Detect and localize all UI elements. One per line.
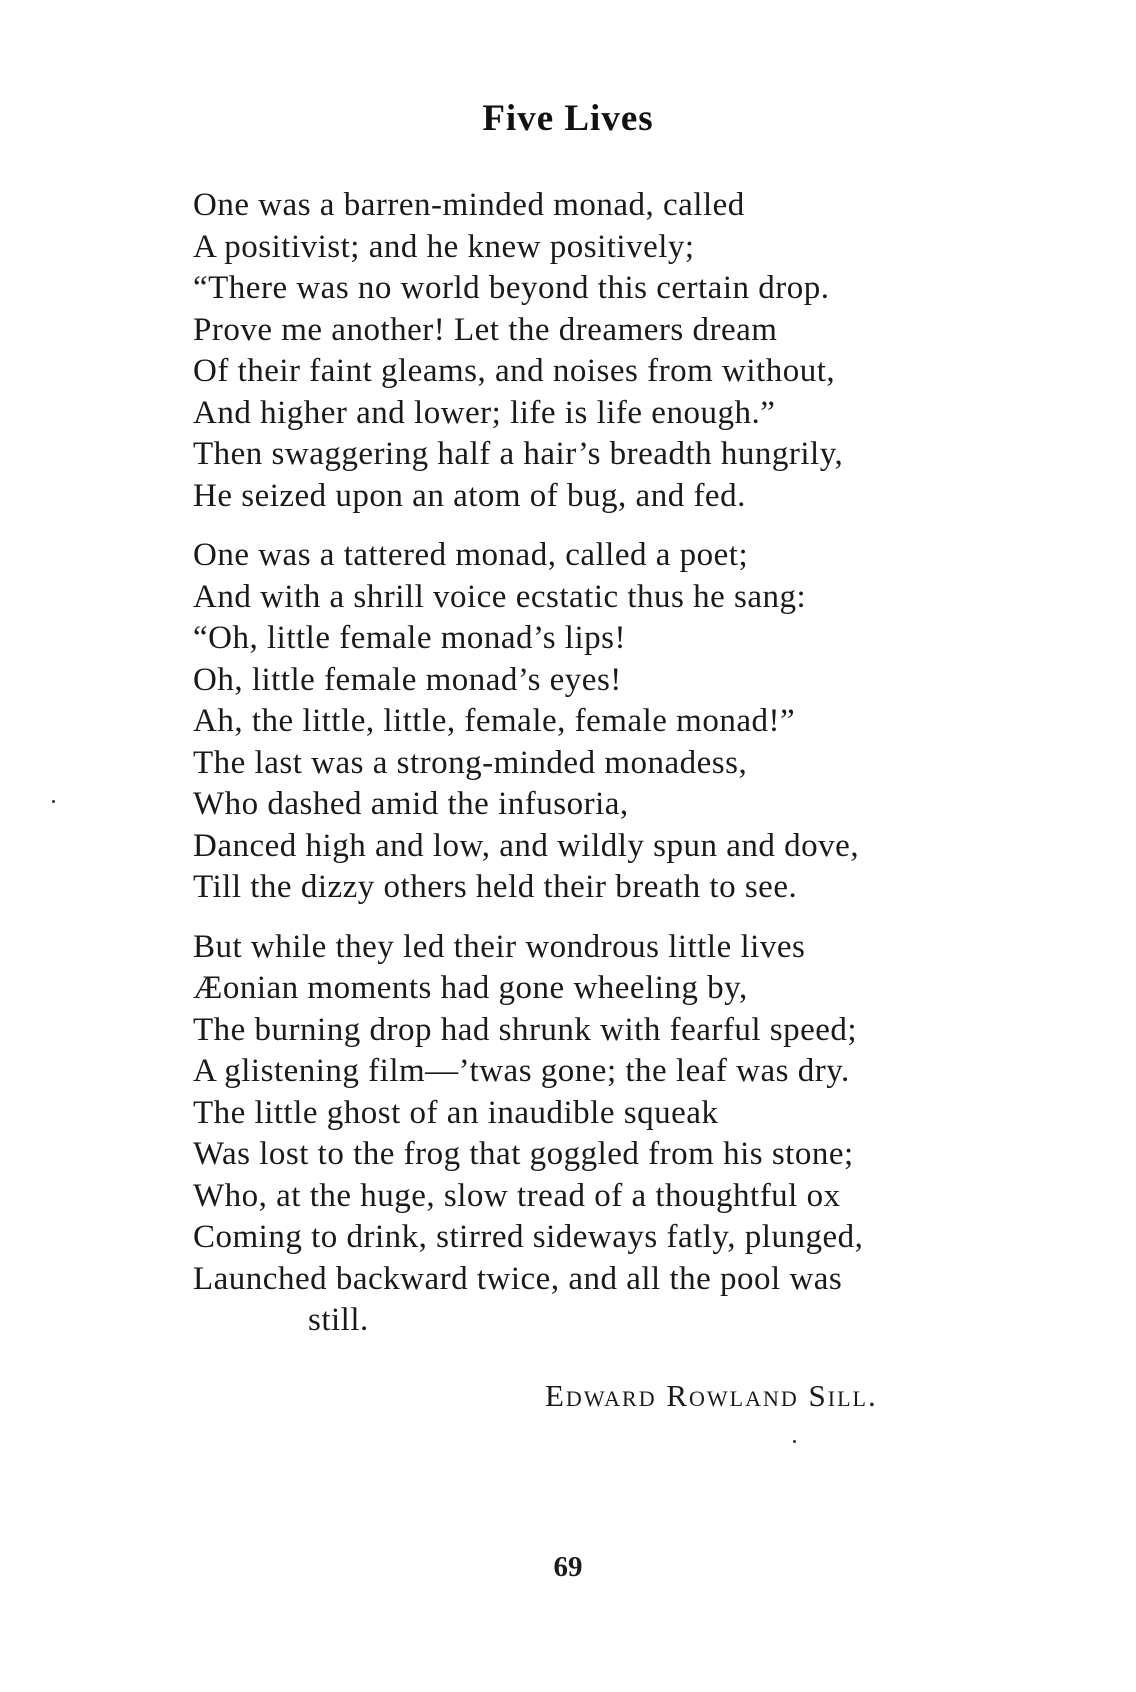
poem-line: Was lost to the frog that goggled from his stone; — [193, 1136, 854, 1172]
stanza-3 — [193, 927, 1053, 1342]
poem-line: The little ghost of an inaudible squeak — [193, 1094, 719, 1131]
poem-line: Æonian moments had gone wheeling by, — [193, 970, 748, 1006]
stanza-1 — [193, 185, 1053, 517]
poem-line: And higher and lower; life is life enough.” — [193, 394, 776, 431]
poem-line: A positivist; and he knew positively; — [193, 228, 695, 265]
poem-line: “Oh, little female monad’s lips! — [193, 620, 626, 656]
poem-line: Of their faint gleams, and noises from without, — [193, 353, 836, 389]
poem-line: He seized upon an atom of bug, and fed. — [193, 477, 746, 514]
poem-line: Till the dizzy others held their breath to see. — [193, 869, 798, 905]
poem-line: Prove me another! Let the dreamers dream — [193, 311, 778, 348]
poem-line: “There was no world beyond this certain drop. — [193, 270, 830, 306]
poem-line: Who dashed amid the infusoria, — [193, 786, 629, 822]
print-speck — [52, 800, 55, 803]
poem-body — [193, 185, 1053, 1342]
poem-line: Danced high and low, and wildly spun and dove, — [193, 827, 860, 864]
print-speck — [793, 1440, 796, 1443]
poem-line: A glistening film—’twas gone; the leaf was dry. — [193, 1053, 850, 1089]
poem-line: And with a shrill voice ecstatic thus he sang: — [193, 578, 807, 615]
poem-line: Who, at the huge, slow tread of a thoughtful ox — [193, 1177, 841, 1214]
poem-line: One was a tattered monad, called a poet; — [193, 537, 749, 573]
poem-line: Then swaggering half a hair’s breadth hungrily, — [193, 436, 844, 472]
poem-line: Launched backward twice, and all the pool was — [193, 1260, 843, 1297]
stanza-2 — [193, 535, 1053, 909]
page-number: 69 — [553, 1551, 583, 1583]
poem-line: But while they led their wondrous little lives — [193, 928, 806, 965]
poem-line: The last was a strong-minded monadess, — [193, 744, 748, 781]
author-attribution: Edward Rowland Sill. — [545, 1378, 878, 1413]
poem-line-continuation: still. — [308, 1302, 369, 1338]
poem-line: Ah, the little, little, female, female monad!” — [193, 703, 796, 739]
poem-line: Coming to drink, stirred sideways fatly, plunged, — [193, 1219, 864, 1255]
poem-line: The burning drop had shrunk with fearful speed; — [193, 1011, 858, 1048]
poem-line: Oh, little female monad’s eyes! — [193, 661, 622, 698]
poem-line: One was a barren-minded monad, called — [193, 187, 745, 223]
poem-title: Five Lives — [482, 98, 654, 139]
